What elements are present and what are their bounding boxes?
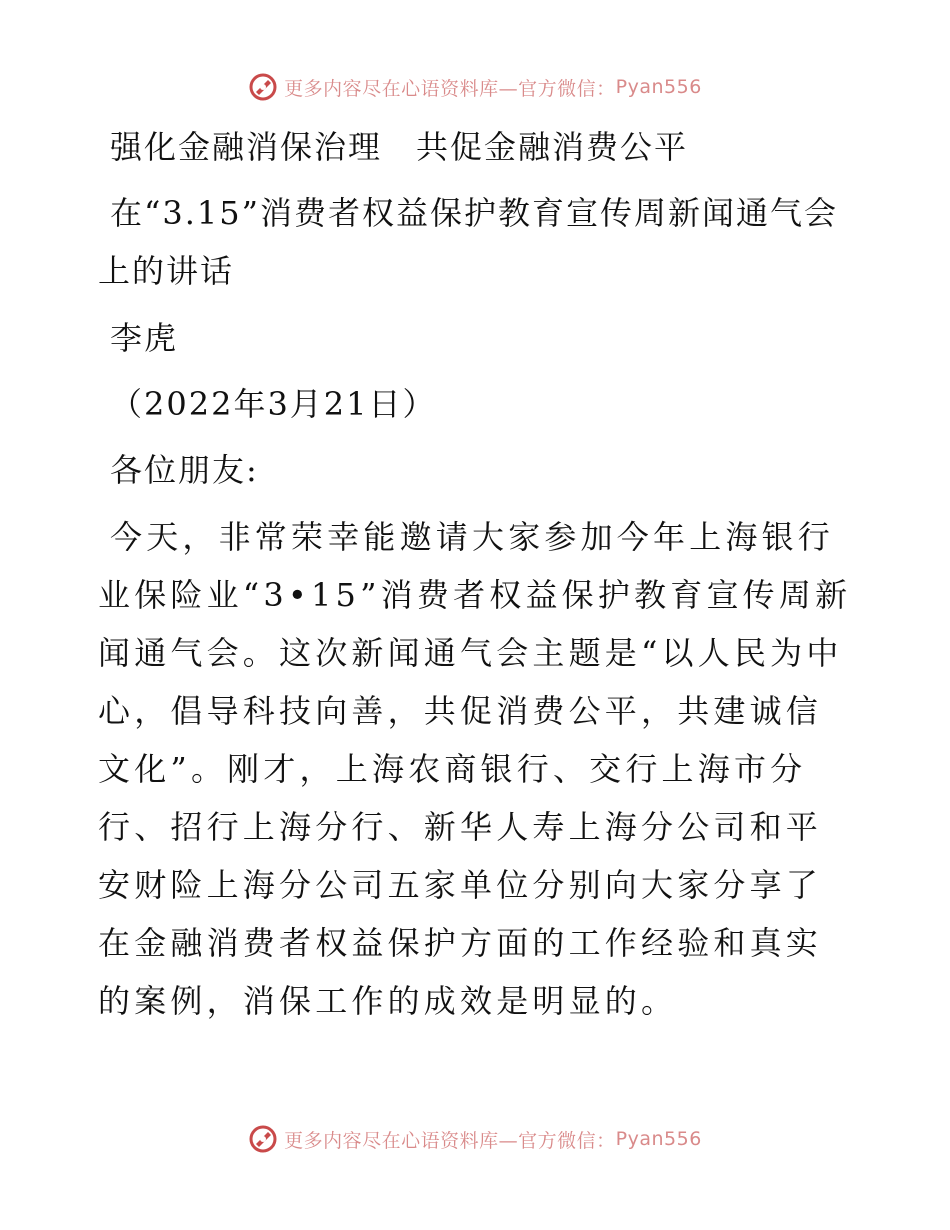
watermark-text: 更多内容尽在心语资料库—官方微信： (284, 77, 616, 100)
watermark-logo-icon (248, 72, 278, 102)
document-author: 李虎 (110, 319, 179, 357)
watermark-wechat-id: Pyan556 (615, 1128, 702, 1150)
watermark-wechat-id: Pyan556 (615, 76, 702, 98)
document-greeting: 各位朋友: (110, 451, 259, 489)
document-title: 强化金融消保治理 共促金融消费公平 (110, 128, 689, 166)
document-body (98, 118, 858, 1030)
header-watermark (0, 72, 950, 102)
document-paragraph: 今天，非常荣幸能邀请大家参加今年上海银行业保险业“3•15”消费者权益保护教育宣传周新闻通气会。这次新闻通气会主题是“以人民为中心，倡导科技向善，共促消费公平，共建诚信文化”。刚才，上海农商银行、交行上海市分行、招行上海分行、新华人寿上海分公司和平安财险上海分公司五家单位分别向大家分享了在金融消费者权益保护方面的工作经验和真实的案例，消保工作的成效是明显的。 (98, 518, 852, 1020)
document-date: （2022年3月21日） (110, 385, 437, 423)
watermark-text: 更多内容尽在心语资料库—官方微信： (284, 1129, 616, 1152)
watermark-logo-icon (248, 1124, 278, 1154)
document-subtitle: 在“3.15”消费者权益保护教育宣传周新闻通气会上的讲话 (98, 194, 838, 290)
footer-watermark (0, 1124, 950, 1154)
